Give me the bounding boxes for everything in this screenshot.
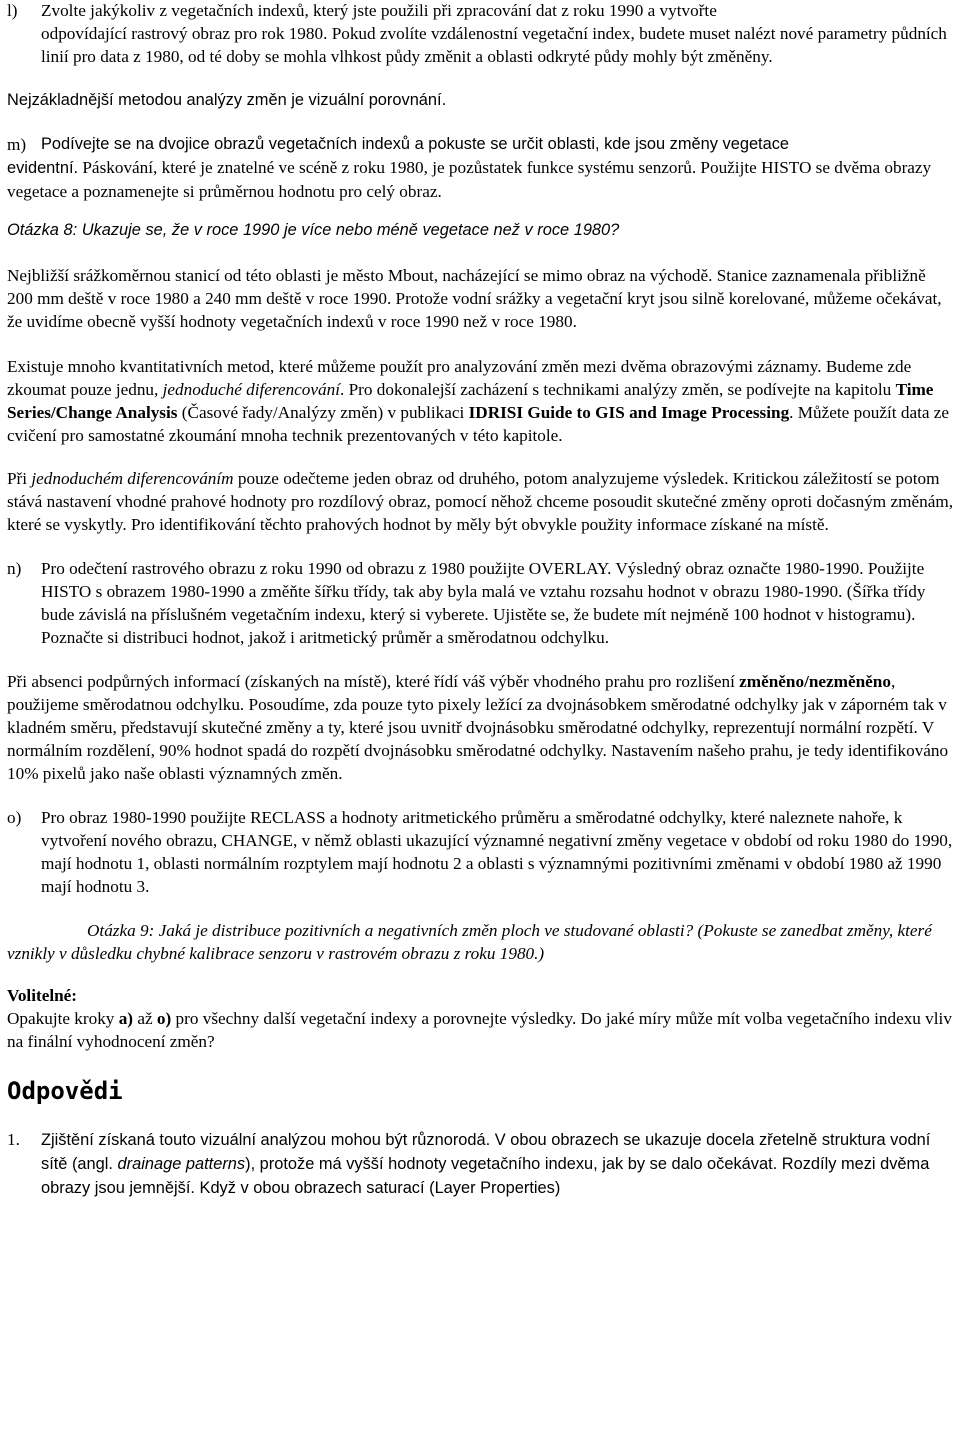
paragraph-differencing: Při jednoduchém diferencováním pouze odečteme jeden obraz od druhého, potom analyzujeme výsledek. Kritickou záležitostí se potom stává nastavení vhodné prahové hodnoty pro rozdílový obraz, pomocí něhož chceme posoudit skutečné změny oproti dočasným změnám, které se vyskytly. Pro identifikování těchto prahových hodnot by měly být obvykle použity informace získané na místě. [7, 469, 953, 534]
item-n-text: Pro odečtení rastrového obrazu z roku 1990 od obrazu z 1980 použijte OVERLAY. Výsledný obraz označte 1980-1990. Použijte HISTO s obrazem 1980-1990 a změňte šířku třídy, tak aby byla malá ve vztahu rozsahu hodnot v obrazu 1980-1990. (Šířka třídy bude závislá na příslušném vegetačním indexu, který si vyberete. Ujistěte se, že budete mít nejméně 100 hodnot v histogramu). Poznačte si distribuci hodnot, jakož i aritmetický průměr a směrodatnou odchylku. [41, 559, 926, 647]
item-m-text: Podívejte se na dvojice obrazů vegetačních indexů a pokuste se určit oblasti, kde jsou změny vegetace [41, 135, 790, 153]
paragraph-mbout: Nejbližší srážkoměrnou stanicí od této oblasti je město Mbout, nacházející se mimo obraz na východě. Stanice zaznamenala přibližně 200 mm deště v roce 1980 a 240 mm deště v roce 1990. Protože vodní srážky a vegetační kryt jsou silně korelované, můžeme očekávat, že uvidíme obecně vyšší hodnoty vegetačních indexů v roce 1990 než v roce 1980. [7, 266, 942, 331]
paragraph-stdev: Při absenci podpůrných informací (získaných na místě), které řídí váš výběr vhodného prahu pro rozlišení změněno/nezměněno, použijeme směrodatnou odchylku. Posoudíme, zda pouze tyto pixely ležící za dvojnásobkem směrodatné odchylky jak v záporném tak v kladném směru, představují skutečné změny a ty, které jsou uvnitř dvojnásobku směrodatné odchylky, reprezentují normální rozpětí. V normálním rozdělení, 90% hodnot spadá do rozpětí dvojnásobku směrodatné odchylky. Nastavením našeho prahu, je tedy identifikováno 10% pixelů jako naše oblasti významných změn. [7, 672, 949, 783]
answer-1: 1. Zjištění získaná touto vizuální analýzou mohou být různorodá. V obou obrazech se ukazuje docela zřetelně struktura vodní sítě (angl. drainage patterns), protože má vyšší hodnoty vegetačního indexu, jak by se dalo očekávat. Rozdíly mezi dvěma obrazy jsou jemnější. Když v obou obrazech saturací (Layer Properties) [7, 1128, 954, 1200]
item-l-line-1: Zvolte jakýkoliv z vegetačních indexů, který jste použili při zpracování dat z roku 1990 a vytvořte [41, 1, 717, 20]
answers-heading: Odpovědi [7, 1077, 123, 1105]
optional-section [7, 984, 954, 1053]
publication-title: IDRISI Guide to GIS and Image Processing [468, 403, 790, 422]
chapter-title: Time Series/Change Analysis [7, 380, 934, 422]
item-o-marker: o) [7, 808, 22, 827]
paragraph-methods: Existuje mnoho kvantitativních metod, které můžeme použít pro analyzování změn mezi dvěma obrazovými záznamy. Budeme zde zkoumat pouze jednu, jednoduché diferencování. Pro dokonalejší zacházení s technikami analýzy změn, se podívejte na kapitolu Time Series/Change Analysis (Časové řady/Analýzy změn) v publikaci IDRISI Guide to GIS and Image Processing. Můžete použít data ze cvičení pro samostatné zkoumání mnoha technik prezentovaných v této kapitole. [7, 357, 950, 445]
item-l-line-2: odpovídající rastrový obraz pro rok 1980. [41, 24, 328, 43]
item-l [7, 0, 954, 68]
item-m-continuation: evidentní. Páskování, které je znatelné ve scéně z roku 1980, je pozůstatek funkce systému senzorů. Použijte HISTO se dvěma obrazy vegetace a poznamenejte si průměrnou hodnotu pro celý obraz. [7, 158, 932, 201]
optional-text: Opakujte kroky a) až o) pro všechny další vegetační indexy a porovnejte výsledky. Do jaké míry může mít volba vegetačního indexu vliv na finální vyhodnocení změn? [7, 1009, 952, 1051]
item-o-text: Pro obraz 1980-1990 použijte RECLASS a hodnoty aritmetického průměru a směrodatné odchylky, které naleznete nahoře, k vytvoření nového obrazu, CHANGE, v němž oblasti ukazující významné negativní změny vegetace v období od roku 1980 do 1990, mají hodnotu 1, oblasti normálním rozptylem mají hodnotu 2 a oblasti s významnými pozitivními změnami v období 1980 až 1990 mají hodnotu 3. [41, 808, 953, 896]
term-changed-unchanged: změněno/nezměněno [739, 672, 891, 691]
item-n [7, 557, 954, 649]
item-m-rest: Páskování, které je znatelné ve scéně z roku 1980, je pozůstatek funkce systému senzorů. Použijte HISTO se dvěma obrazy vegetace a poznamenejte si průměrnou hodnotu pro celý obraz. [7, 158, 932, 201]
optional-heading: Volitelné: [7, 986, 78, 1005]
item-m-marker: m) [7, 135, 27, 154]
answer-1-marker: 1. [7, 1130, 20, 1149]
item-n-marker: n) [7, 559, 22, 578]
question-8: Otázka 8: Ukazuje se, že v roce 1990 je více nebo méně vegetace než v roce 1980? [7, 221, 620, 239]
item-l-rest: Pokud zvolíte vzdálenostní vegetační index, budete muset nalézt nové parametry půdních linií pro data z 1980, od té doby se mohla vlhkost půdy změnit a oblasti odkryté půdy mohly být změněny. [41, 24, 947, 66]
item-m [7, 133, 954, 156]
visual-method-sentence: Nejzákladnější metodou analýzy změn je vizuální porovnání. [7, 91, 447, 109]
question-9: Otázka 9: Jaká je distribuce pozitivních a negativních změn ploch ve studované oblasti? (Pokuste se zanedbat změny, které vznikly v důsledku chybné kalibrace senzoru v rastrovém obrazu z roku 1980.) [7, 921, 932, 963]
item-l-marker: l) [7, 1, 18, 20]
item-o [7, 806, 954, 898]
term-simple-differencing: jednoduché diferencování [162, 380, 340, 399]
